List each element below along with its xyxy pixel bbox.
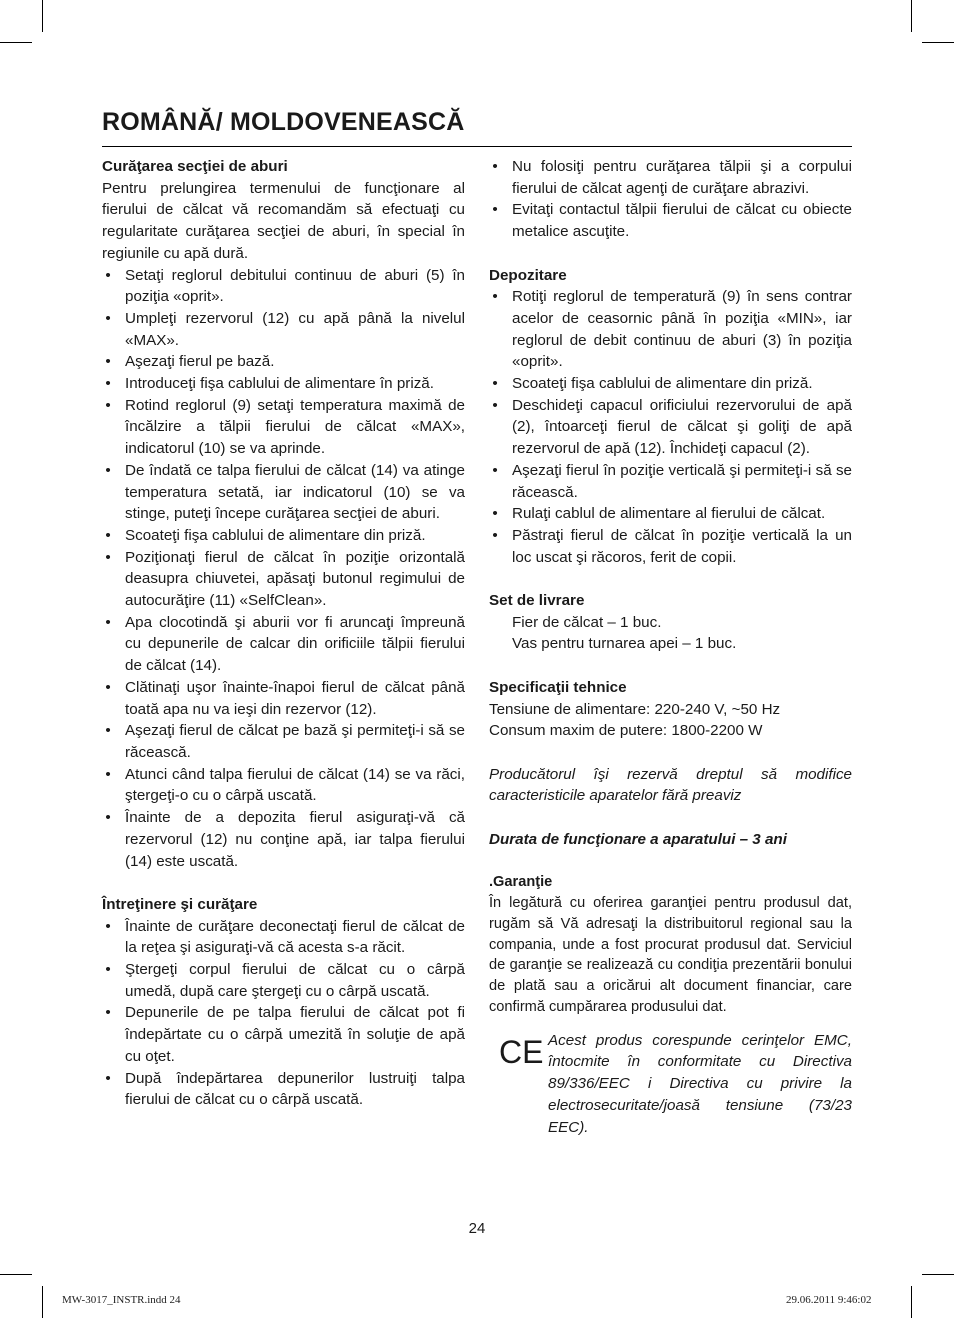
bullet-icon: • [105, 765, 111, 783]
spec-power: Consum maxim de putere: 1800-2200 W [489, 722, 763, 740]
bullet-icon: • [492, 396, 498, 414]
page-number: 24 [468, 1220, 486, 1237]
list-item: • Poziţionaţi fierul de călcat în poziţie orizontală deasupra chiuvetei, apăsaţi butonul regimului de autocurăţire (11) «SelfClean». [102, 547, 465, 612]
section-heading-storage: Depozitare [489, 266, 567, 284]
spec-voltage: Tensiune de alimentare: 220-240 V, ~50 Hz [489, 700, 781, 718]
crop-mark [0, 1274, 32, 1275]
list-item: • Setaţi reglorul debitului continuu de aburi (5) în poziţia «oprit». [102, 265, 465, 308]
crop-mark [911, 0, 912, 32]
section-heading-specifications: Specificaţii tehnice [489, 678, 627, 696]
list-item: • Scoateţi fişa cablului de alimentare din priză. [489, 373, 852, 395]
storage-list [489, 286, 852, 568]
bullet-icon: • [105, 722, 111, 740]
crop-mark [922, 1274, 954, 1275]
svg-text:CE: CE [499, 1033, 544, 1070]
ce-mark-icon [499, 1033, 544, 1070]
bullet-icon: • [492, 526, 498, 544]
list-item: • După îndepărtarea depunerilor lustruiţi talpa fierului de călcat cu o cârpă uscată. [102, 1068, 465, 1111]
list-item: • Evitaţi contactul tălpii fierului de călcat cu obiecte metalice ascuţite. [489, 199, 852, 242]
bullet-icon: • [105, 526, 111, 544]
bullet-icon: • [105, 461, 111, 479]
list-item: • Nu folosiţi pentru curăţarea tălpii şi a corpului fierului de călcat agenţi de curăţare abrazivi. [489, 156, 852, 199]
list-item: • Clătinaţi uşor înainte-înapoi fierul de călcat până toată apa nu va ieşi din rezervor (12). [102, 677, 465, 720]
list-item: • Atunci când talpa fierului de călcat (14) se va răci, ştergeţi-o cu o cârpă uscată. [102, 764, 465, 807]
bullet-icon: • [105, 809, 111, 827]
list-item: • Aşezaţi fierul pe bază. [102, 351, 465, 373]
slug-datetime: 29.06.2011 9:46:02 [786, 1294, 872, 1306]
list-item: • Înainte de a depozita fierul asiguraţi-vă că rezervorul (12) nu conţine apă, iar talpa fierului (14) este uscată. [102, 807, 465, 872]
list-item: • Păstraţi fierul de călcat în poziţie verticală la un loc uscat şi răcoros, ferit de copii. [489, 525, 852, 568]
bullet-icon: • [492, 505, 498, 523]
list-item: • Depunerile de pe talpa fierului de călcat pot fi îndepărtate cu o cârpă umezită în soluţie de apă cu oţet. [102, 1002, 465, 1067]
list-item: • Aşezaţi fierul în poziţie verticală şi permiteţi-i să se răcească. [489, 460, 852, 503]
title-divider [102, 146, 852, 147]
bullet-icon: • [105, 1069, 111, 1087]
steam-cleaning-list [102, 265, 465, 873]
bullet-icon: • [492, 288, 498, 306]
bullet-icon: • [105, 353, 111, 371]
bullet-icon: • [105, 961, 111, 978]
page-title: ROMÂNĂ/ MOLDOVENEASCĂ [102, 108, 465, 136]
section-heading-steam-cleaning: Curăţarea secţiei de aburi [102, 158, 288, 175]
bullet-icon: • [105, 548, 111, 566]
section-heading-maintenance: Întreţinere şi curăţare [102, 895, 258, 913]
section-heading-delivery-set: Set de livrare [489, 592, 585, 610]
ce-compliance-text: Acest produs corespunde cerinţelor EMC, întocmite în conformitate cu Directiva 89/336/EEC i Directiva cu privire la electrosecuritate/joasă tensiune (73/23 EEC). [548, 1031, 852, 1136]
list-item: • Introduceţi fişa cablului de alimentare în priză. [102, 373, 465, 395]
list-item: • Aşezaţi fierul de călcat pe bază şi permiteţi-i să se răcească. [102, 720, 465, 763]
section-heading-warranty: .Garanţie [489, 874, 553, 891]
bullet-icon: • [492, 461, 498, 479]
bullet-icon: • [105, 375, 111, 393]
bullet-icon: • [105, 396, 111, 414]
maintenance-list-continued [489, 156, 852, 243]
bullet-icon: • [105, 1004, 111, 1022]
slug-filename: MW-3017_INSTR.indd 24 [62, 1294, 181, 1306]
crop-mark [42, 1286, 43, 1318]
warranty-text: În legătură cu oferirea garanţiei pentru produsul dat, rugăm să Vă adresaţi la distribuitorul regional sau la compania, unde a fost procurat produsul dat. Serviciul de garanţie se realizează cu condiţia prezentării bonului de plată sau a oricărui alt document financiar, care confirmă cumpărarea produsului dat. [489, 894, 852, 1015]
delivery-item: Fier de călcat – 1 buc. [512, 613, 662, 631]
bullet-icon: • [105, 266, 111, 284]
right-column [489, 156, 852, 1138]
bullet-icon: • [105, 309, 111, 327]
list-item: • Apa clocotindă şi aburii vor fi aruncaţi împreună cu depunerile de calcar din orificiile tălpii fierului de călcat (14). [102, 612, 465, 677]
crop-mark [0, 42, 32, 43]
ce-compliance [489, 1030, 852, 1139]
maintenance-list [102, 916, 465, 1111]
crop-mark [911, 1286, 912, 1318]
list-item: • Rotiţi reglorul de temperatură (9) în sens contrar acelor de ceasornic până în poziţia «MIN», iar reglorul de debit continuu de aburi (3) în poziţia «oprit». [489, 286, 852, 373]
bullet-icon: • [492, 375, 498, 393]
bullet-icon: • [105, 917, 111, 935]
left-column [102, 156, 465, 1111]
section-intro: Pentru prelungirea termenului de funcţionare al fierului de călcat vă recomandăm să efectuaţi cu regularitate curăţarea secţiei de aburi, în special în regiunile cu apă dură. [102, 179, 465, 262]
manufacturer-reserve-note: Producătorul îşi rezervă dreptul să modifice caracteristicile aparatelor fără preaviz [489, 765, 852, 805]
bullet-icon: • [105, 613, 111, 631]
list-item: • Deschideţi capacul orificiului rezervorului de apă (2), întoarceţi fierul de călcat şi goliţi de apă rezervorul de apă (12). Închideţi capacul (2). [489, 395, 852, 460]
delivery-item: Vas pentru turnarea apei – 1 buc. [512, 635, 737, 653]
list-item: • Rotind reglorul (9) setaţi temperatura maximă de încălzire a tălpii fierului de călcat «MAX», indicatorul (10) se va aprinde. [102, 395, 465, 460]
crop-mark [922, 42, 954, 43]
list-item: • Ştergeţi corpul fierului de călcat cu o cârpă umedă, după care ştergeţi cu o cârpă uscată. [102, 959, 465, 1002]
service-life: Durata de funcţionare a aparatului – 3 ani [489, 830, 787, 848]
bullet-icon: • [492, 201, 498, 219]
list-item: • Înainte de curăţare deconectaţi fierul de călcat de la reţea şi asiguraţi-vă că acesta s-a răcit. [102, 916, 465, 959]
bullet-icon: • [492, 158, 498, 175]
bullet-icon: • [105, 678, 111, 696]
list-item: • De îndată ce talpa fierului de călcat (14) va atinge temperatura setată, iar indicatorul (10) se va stinge, puteţi începe curăţarea secţiei de aburi. [102, 460, 465, 525]
list-item: • Umpleţi rezervorul (12) cu apă până la nivelul «MAX». [102, 308, 465, 351]
list-item: • Rulaţi cablul de alimentare al fierului de călcat. [489, 503, 852, 525]
list-item: • Scoateţi fişa cablului de alimentare din priză. [102, 525, 465, 547]
crop-mark [42, 0, 43, 32]
